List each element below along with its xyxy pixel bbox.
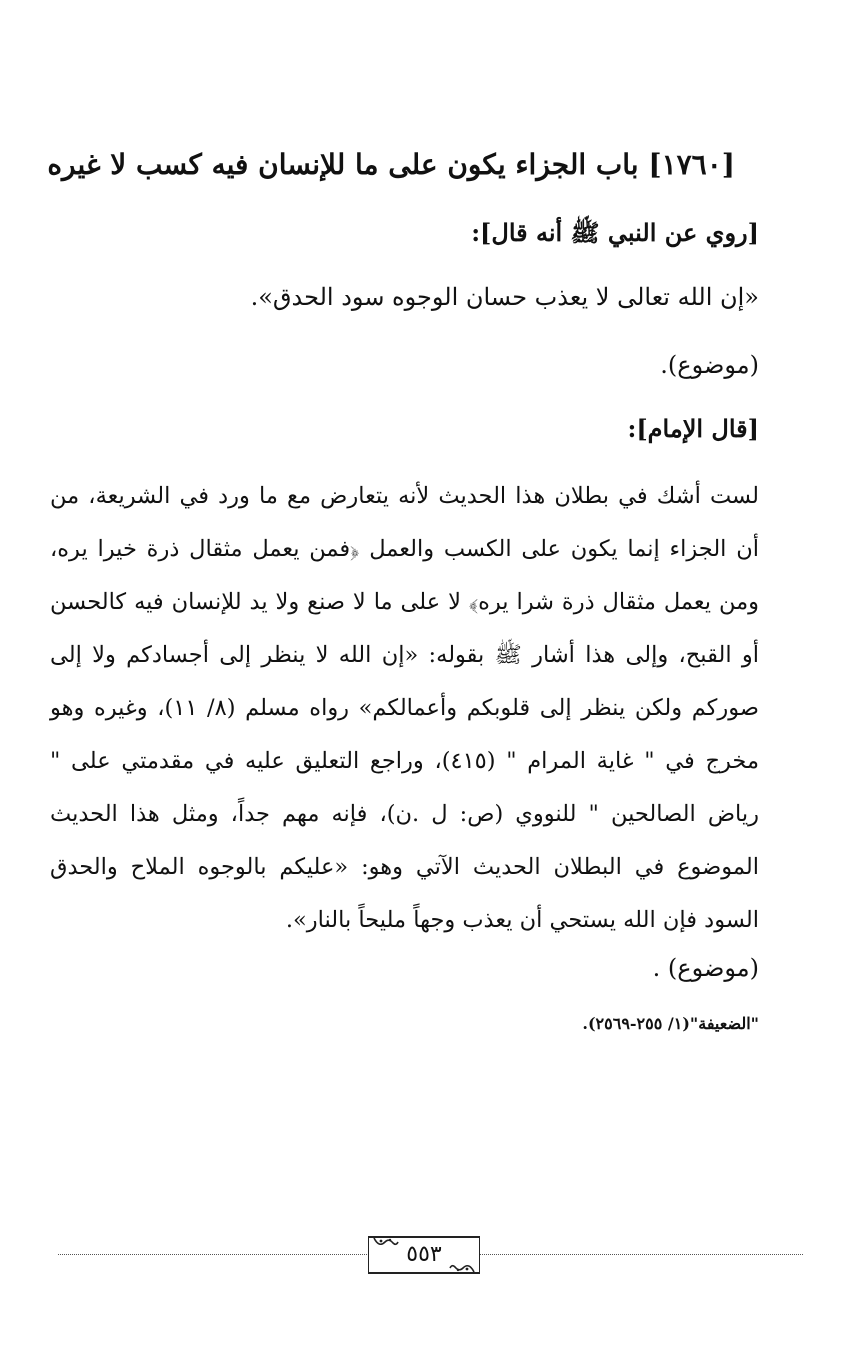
final-verdict: (موضوع) . — [652, 954, 759, 982]
chapter-heading: [١٧٦٠] باب الجزاء يكون على ما للإنسان فيه كسب لا غيره — [47, 148, 735, 181]
ornament-top-icon — [373, 1236, 399, 1250]
page-number-frame — [368, 1236, 480, 1274]
ornament-bottom-icon — [449, 1260, 475, 1274]
source-reference: "الضعيفة"(١/ ٢٥٥-٢٥٦٩). — [582, 1014, 759, 1033]
narration-intro: [روي عن النبي ﷺ أنه قال]: — [471, 218, 759, 247]
hadith-verdict: (موضوع). — [660, 351, 759, 379]
page-number: ٥٥٣ — [406, 1242, 442, 1267]
hadith-text: «إن الله تعالى لا يعذب حسان الوجوه سود الحدق». — [250, 283, 759, 311]
commentary-paragraph: لست أشك في بطلان هذا الحديث لأنه يتعارض مع ما ورد في الشريعة، من أن الجزاء إنما يكون على الكسب والعمل ﴿فمن يعمل مثقال ذرة خيرا يره، ومن يعمل مثقال ذرة شرا يره﴾ لا على ما لا صنع ولا يد للإنسان فيه كالحسن أو القبح، وإلى هذا أشار ﷺ بقوله: «إن الله لا ينظر إلى أجسادكم ولا إلى صوركم ولكن ينظر إلى قلوبكم وأعمالكم» رواه مسلم (٨/ ١١)، وغيره وهو مخرج في " غاية المرام " (٤١٥)، وراجع التعليق عليه في مقدمتي على " رياض الصالحين " للنووي (ص: ل .ن)، فإنه مهم جداً، ومثل هذا الحديث الموضوع في البطلان الحديث الآتي وهو: «عليكم بالوجوه الملاح والحدق السود فإن الله يستحي أن يعذب وجهاً مليحاً بالنار». — [50, 483, 759, 933]
imam-commentary — [50, 470, 759, 947]
imam-label: [قال الإمام]: — [627, 414, 759, 443]
